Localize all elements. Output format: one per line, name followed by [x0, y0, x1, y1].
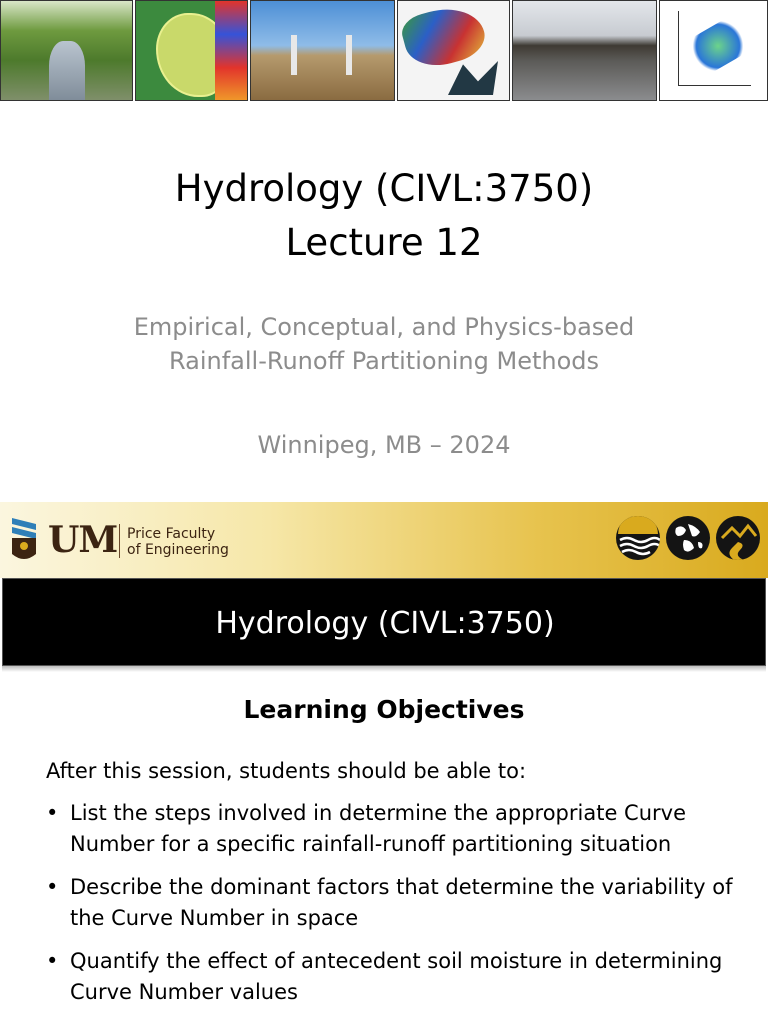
list-item	[46, 946, 746, 1008]
location-year: Winnipeg, MB – 2024	[257, 431, 511, 459]
peak-flow-scatter-plot	[659, 0, 768, 101]
list-item	[46, 798, 746, 860]
photo-strip	[0, 0, 768, 103]
theme-icons	[616, 516, 760, 560]
bullet-icon: •	[46, 949, 59, 973]
river-bank-photo	[512, 0, 657, 101]
logo-divider	[119, 524, 120, 558]
header-bar	[2, 578, 766, 666]
bullet-icon: •	[46, 875, 59, 899]
course-title: Hydrology (CIVL:3750)	[174, 167, 594, 210]
water-waves-icon	[616, 516, 660, 560]
watershed-map	[135, 0, 248, 101]
objectives-list	[46, 798, 746, 1020]
slide-subtitle	[0, 310, 768, 378]
bullet-line: the Curve Number in space	[70, 906, 359, 930]
university-banner	[0, 502, 768, 578]
title-slide	[0, 0, 768, 502]
um-crest-icon	[8, 514, 40, 566]
subtitle-line: Empirical, Conceptual, and Physics-based	[133, 313, 635, 341]
field-instruments-photo	[250, 0, 395, 101]
bullet-line: List the steps involved in determine the appropriate Curve	[70, 801, 686, 825]
bullet-line: Curve Number values	[70, 980, 298, 1004]
bullet-line: Quantify the effect of antecedent soil moisture in determining	[70, 949, 723, 973]
section-title: Learning Objectives	[243, 695, 525, 724]
header-shadow	[2, 666, 766, 672]
globe-icon	[666, 516, 710, 560]
terrain-model	[397, 0, 510, 101]
subtitle-line: Rainfall-Runoff Partitioning Methods	[168, 347, 600, 375]
um-logo-text: UM	[48, 519, 118, 561]
bullet-icon: •	[46, 801, 59, 825]
bullet-line: Describe the dominant factors that determine the variability of	[70, 875, 733, 899]
header-title: Hydrology (CIVL:3750)	[215, 606, 555, 641]
river-photo	[0, 0, 133, 101]
intro-text: After this session, students should be able to:	[46, 759, 527, 783]
bullet-line: Number for a specific rainfall-runoff partitioning situation	[70, 832, 672, 856]
objectives-slide	[0, 502, 768, 1024]
faculty-line: of Engineering	[127, 542, 229, 558]
faculty-line: Price Faculty	[127, 526, 216, 542]
slide-title	[0, 162, 768, 270]
lecture-number: Lecture 12	[285, 221, 483, 264]
river-landscape-icon	[716, 516, 760, 560]
list-item	[46, 872, 746, 934]
faculty-name	[127, 526, 229, 558]
